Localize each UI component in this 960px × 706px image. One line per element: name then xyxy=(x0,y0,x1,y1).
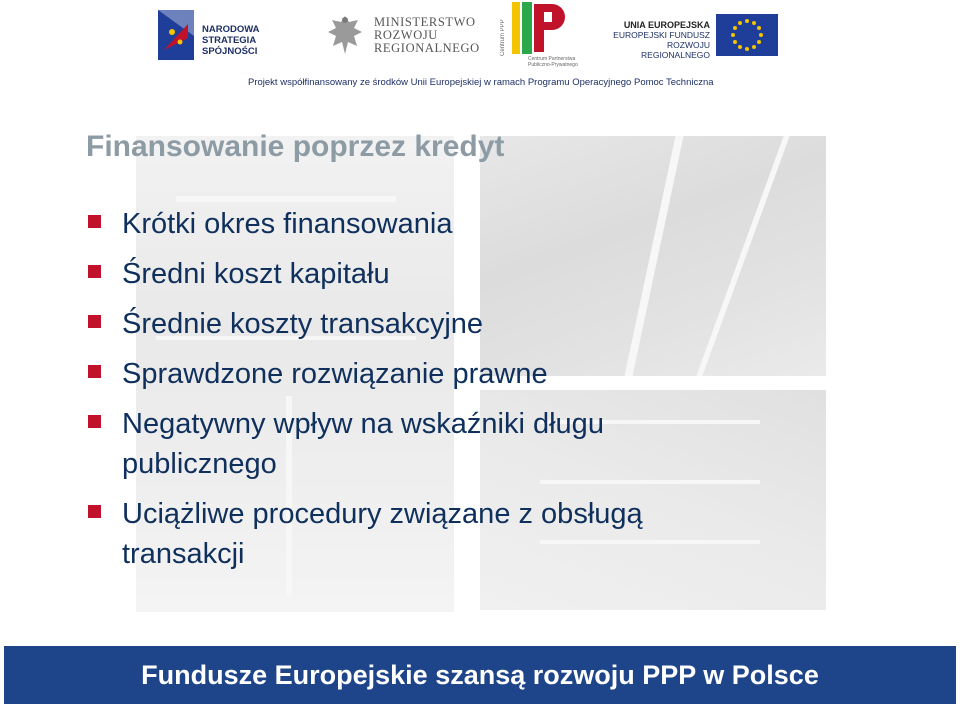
header-logos xyxy=(0,0,960,70)
ppp-vertical-label: Centrum PPP xyxy=(500,19,506,56)
bullet-square-icon xyxy=(88,215,101,228)
bullet-square-icon xyxy=(88,505,101,518)
logo-centrum-ppp xyxy=(500,2,578,68)
mrr-line1: MINISTERSTWO xyxy=(374,15,476,29)
logo-ministerstwo-rozwoju-regionalnego xyxy=(324,10,480,60)
bullet-text: Krótki okres finansowania xyxy=(122,208,453,240)
bullet-item xyxy=(86,304,786,344)
bullet-text: Średni koszt kapitału xyxy=(122,258,390,290)
bullet-text: Średnie koszty transakcyjne xyxy=(122,308,484,340)
footer-slogan: Fundusze Europejskie szansą rozwoju PPP w Polsce xyxy=(141,660,819,690)
bullet-square-icon xyxy=(88,265,101,278)
ue-line2: EUROPEJSKI FUNDUSZ xyxy=(613,30,710,40)
bullet-list xyxy=(86,204,786,584)
mrr-line2: ROZWOJU xyxy=(374,28,438,42)
bullet-item xyxy=(86,204,786,244)
bullet-square-icon xyxy=(88,315,101,328)
ppp-p-icon xyxy=(512,2,568,54)
nss-line1: NARODOWA xyxy=(202,24,260,35)
bullet-item xyxy=(86,404,722,484)
bullet-text: Negatywny wpływ na wskaźniki długu publicznego xyxy=(122,408,604,480)
logo-unia-europejska xyxy=(606,14,776,58)
mrr-line3: REGIONALNEGO xyxy=(374,41,480,55)
bullet-square-icon xyxy=(88,415,101,428)
ppp-line2: Publiczno-Prywatnego xyxy=(528,62,578,68)
eagle-emblem-icon xyxy=(324,12,366,58)
nss-emblem-icon xyxy=(158,6,194,62)
nss-line2: STRATEGIA SPÓJNOŚCI xyxy=(202,35,258,57)
bullet-item xyxy=(86,494,772,574)
bullet-item xyxy=(86,354,786,394)
ppp-line1: Centrum Partnerstwa xyxy=(528,56,576,62)
eu-flag-icon xyxy=(716,14,778,56)
bullet-item xyxy=(86,254,786,294)
slide-title: Finansowanie poprzez kredyt xyxy=(86,130,505,163)
ue-line1: UNIA EUROPEJSKA xyxy=(623,20,710,30)
project-cofinancing-line: Projekt współfinansowany ze środków Unii Europejskiej w ramach Programu Operacyjnego Pomoc Techniczna xyxy=(248,77,714,88)
footer-banner xyxy=(4,646,956,704)
logo-narodowa-strategia-spojnosci xyxy=(158,6,300,66)
bullet-square-icon xyxy=(88,365,101,378)
bullet-text: Uciążliwe procedury związane z obsługą transakcji xyxy=(122,498,643,570)
ue-line3: ROZWOJU REGIONALNEGO xyxy=(641,40,710,60)
bullet-text: Sprawdzone rozwiązanie prawne xyxy=(122,358,548,390)
